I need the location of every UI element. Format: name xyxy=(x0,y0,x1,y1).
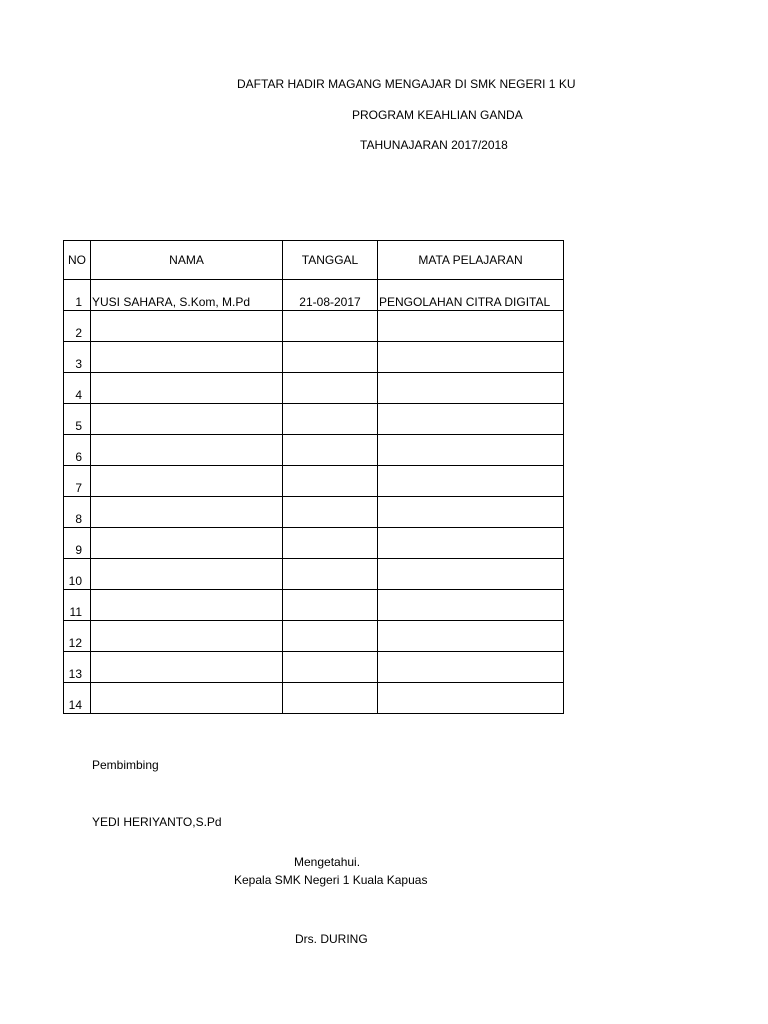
row-number-cell: 9 xyxy=(64,528,91,559)
row-tanggal-cell xyxy=(283,590,378,621)
row-mata-pelajaran-cell xyxy=(378,528,564,559)
table-row xyxy=(64,280,564,311)
pembimbing-name: YEDI HERIYANTO,S.Pd xyxy=(92,815,222,829)
table-row xyxy=(64,528,564,559)
table-row xyxy=(64,404,564,435)
row-tanggal-cell xyxy=(283,373,378,404)
row-mata-pelajaran-cell xyxy=(378,342,564,373)
row-nama-cell xyxy=(91,342,283,373)
row-tanggal-cell xyxy=(283,404,378,435)
row-nama-cell xyxy=(91,373,283,404)
row-nama-cell xyxy=(91,497,283,528)
table-row xyxy=(64,435,564,466)
row-tanggal-cell xyxy=(283,342,378,373)
row-mata-pelajaran-cell xyxy=(378,559,564,590)
table-body xyxy=(64,280,564,714)
pembimbing-label: Pembimbing xyxy=(92,758,159,772)
row-mata-pelajaran-cell xyxy=(378,404,564,435)
row-number-cell: 2 xyxy=(64,311,91,342)
row-tanggal-cell xyxy=(283,497,378,528)
column-header-no: NO xyxy=(64,241,91,280)
row-nama-cell xyxy=(91,621,283,652)
row-nama-cell xyxy=(91,652,283,683)
row-number-cell: 1 xyxy=(64,280,91,311)
column-header-tanggal: TANGGAL xyxy=(283,241,378,280)
table-row xyxy=(64,621,564,652)
principal-name: Drs. DURING xyxy=(295,932,368,946)
row-nama-cell xyxy=(91,435,283,466)
row-number-cell: 10 xyxy=(64,559,91,590)
row-tanggal-cell xyxy=(283,621,378,652)
row-tanggal-cell xyxy=(283,311,378,342)
row-mata-pelajaran-cell xyxy=(378,621,564,652)
row-mata-pelajaran-cell xyxy=(378,373,564,404)
row-mata-pelajaran-cell: PENGOLAHAN CITRA DIGITAL xyxy=(378,280,564,311)
row-nama-cell xyxy=(91,311,283,342)
table-header-row xyxy=(64,241,564,280)
row-tanggal-cell xyxy=(283,466,378,497)
principal-title: Kepala SMK Negeri 1 Kuala Kapuas xyxy=(234,873,428,887)
attendance-table xyxy=(63,240,564,714)
row-nama-cell xyxy=(91,590,283,621)
table-row xyxy=(64,311,564,342)
row-tanggal-cell xyxy=(283,683,378,714)
column-header-nama: NAMA xyxy=(91,241,283,280)
table-row xyxy=(64,590,564,621)
row-mata-pelajaran-cell xyxy=(378,311,564,342)
row-number-cell: 12 xyxy=(64,621,91,652)
row-number-cell: 11 xyxy=(64,590,91,621)
table-row xyxy=(64,466,564,497)
row-tanggal-cell xyxy=(283,559,378,590)
row-number-cell: 5 xyxy=(64,404,91,435)
row-mata-pelajaran-cell xyxy=(378,466,564,497)
row-nama-cell xyxy=(91,559,283,590)
program-subtitle: PROGRAM KEAHLIAN GANDA xyxy=(352,108,523,122)
mengetahui-label: Mengetahui. xyxy=(294,855,361,869)
row-nama-cell xyxy=(91,404,283,435)
row-number-cell: 14 xyxy=(64,683,91,714)
column-header-mata-pelajaran: MATA PELAJARAN xyxy=(378,241,564,280)
row-number-cell: 8 xyxy=(64,497,91,528)
row-mata-pelajaran-cell xyxy=(378,497,564,528)
row-number-cell: 6 xyxy=(64,435,91,466)
row-tanggal-cell xyxy=(283,528,378,559)
row-number-cell: 7 xyxy=(64,466,91,497)
row-tanggal-cell xyxy=(283,435,378,466)
row-nama-cell xyxy=(91,466,283,497)
row-tanggal-cell xyxy=(283,652,378,683)
academic-year-subtitle: TAHUNAJARAN 2017/2018 xyxy=(360,138,508,152)
row-nama-cell: YUSI SAHARA, S.Kom, M.Pd xyxy=(91,280,283,311)
table-row xyxy=(64,559,564,590)
row-mata-pelajaran-cell xyxy=(378,590,564,621)
row-number-cell: 13 xyxy=(64,652,91,683)
document-title: DAFTAR HADIR MAGANG MENGAJAR DI SMK NEGERI 1 KU xyxy=(237,77,576,91)
table-row xyxy=(64,683,564,714)
row-nama-cell xyxy=(91,528,283,559)
row-mata-pelajaran-cell xyxy=(378,652,564,683)
row-number-cell: 4 xyxy=(64,373,91,404)
row-mata-pelajaran-cell xyxy=(378,683,564,714)
table-row xyxy=(64,342,564,373)
row-mata-pelajaran-cell xyxy=(378,435,564,466)
row-tanggal-cell: 21-08-2017 xyxy=(283,280,378,311)
table-row xyxy=(64,652,564,683)
row-nama-cell xyxy=(91,683,283,714)
table-row xyxy=(64,497,564,528)
row-number-cell: 3 xyxy=(64,342,91,373)
table-row xyxy=(64,373,564,404)
